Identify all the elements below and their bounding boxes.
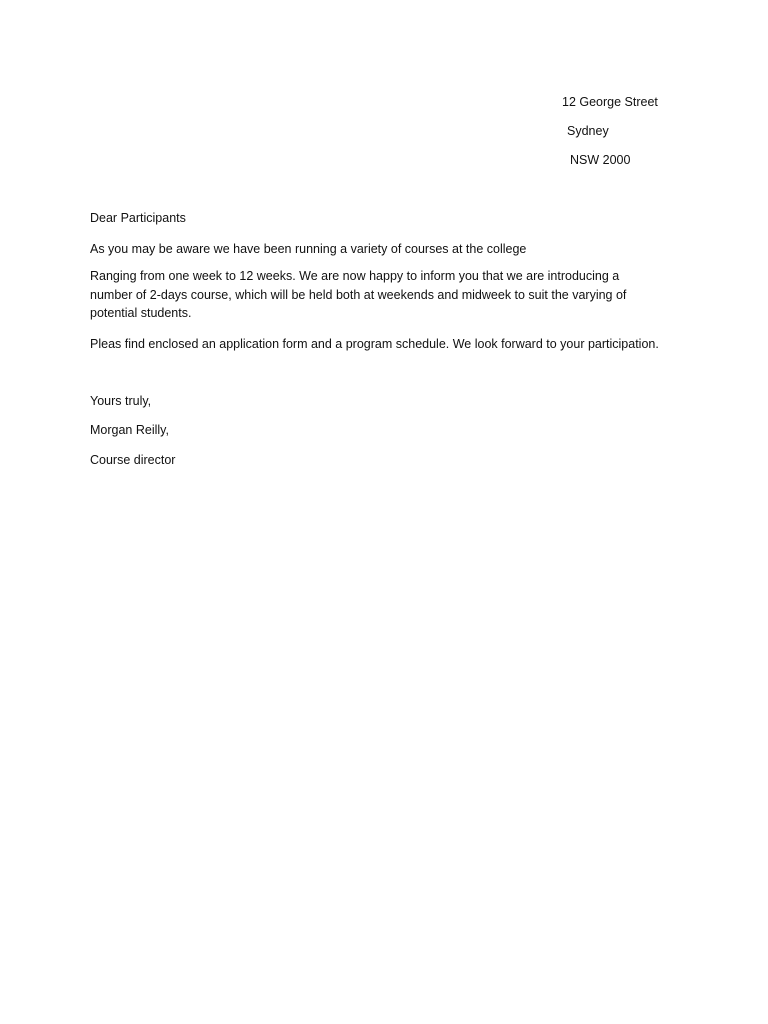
salutation: Dear Participants [90, 211, 186, 225]
signer-name: Morgan Reilly, [90, 423, 169, 437]
paragraph-courses: Ranging from one week to 12 weeks. We are now happy to inform you that we are introducing a number of 2-days course, which will be held both at weekends and midweek to suit the varying of potential students. [90, 269, 627, 320]
signer-title: Course director [90, 453, 176, 467]
closing: Yours truly, [90, 394, 152, 408]
paragraph-intro: As you may be aware we have been running a variety of courses at the college [90, 242, 527, 256]
address-state-postcode: NSW 2000 [570, 153, 631, 167]
address-city: Sydney [567, 124, 609, 138]
address-street: 12 George Street [562, 95, 658, 109]
paragraph-enclosed: Pleas find enclosed an application form and a program schedule. We look forward to your participation. [90, 337, 659, 351]
